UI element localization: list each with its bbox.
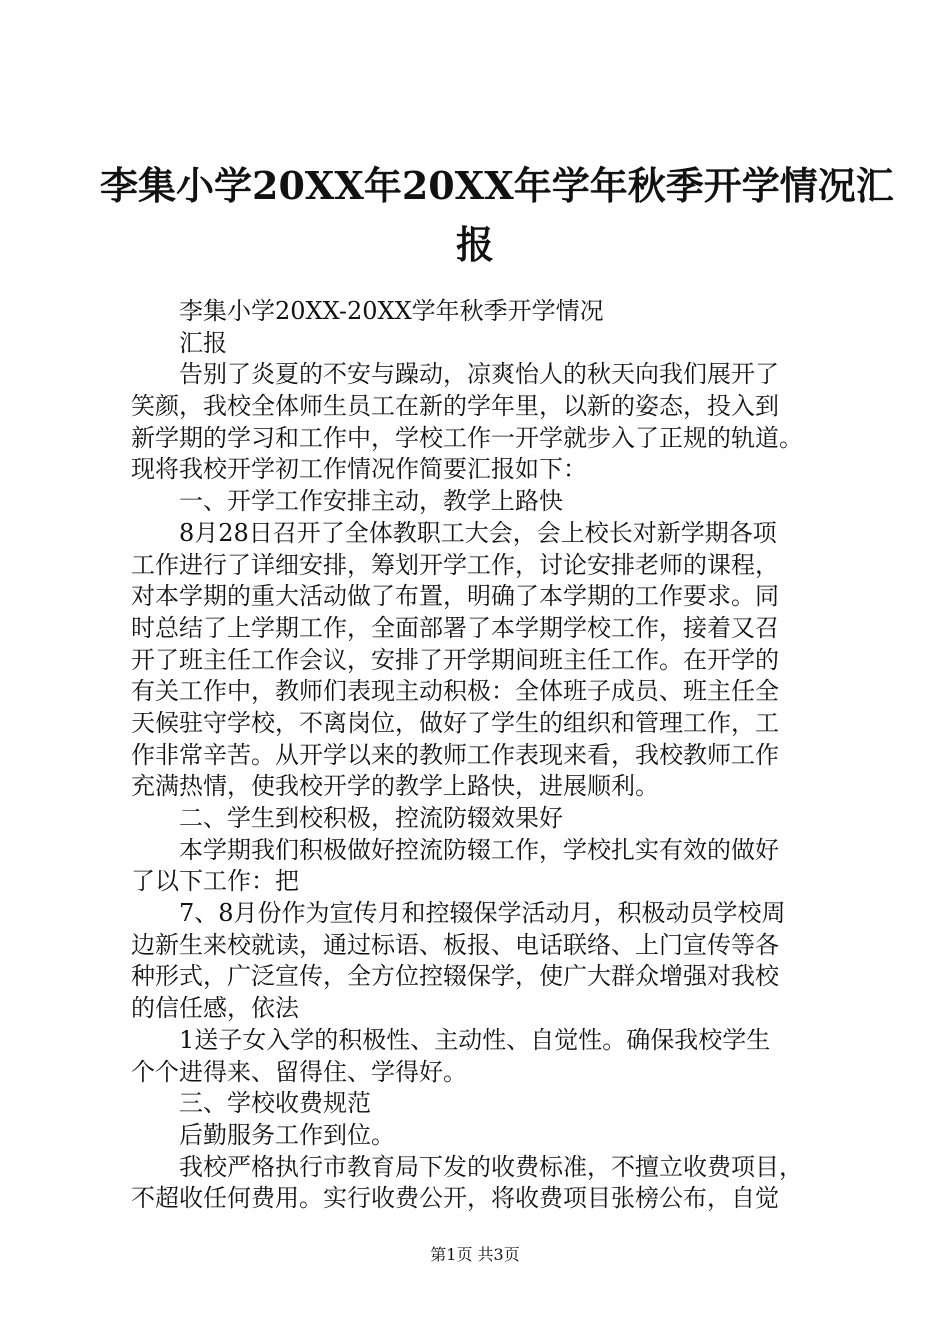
body-line: 现将我校开学初工作情况作简要汇报如下：	[131, 455, 587, 484]
body-line: 笑颜，我校全体师生员工在新的学年里，以新的姿态，投入到	[131, 392, 779, 421]
section-heading: 一、开学工作安排主动，教学上路快	[179, 487, 563, 516]
page-footer: 第1页 共3页	[430, 1245, 520, 1264]
body-line: 新学期的学习和工作中，学校工作一开学就步入了正规的轨道。	[131, 423, 803, 452]
body-line: 1送子女入学的积极性、主动性、自觉性。确保我校学生	[179, 1025, 771, 1054]
document-title-line-1: 李集小学20XX年20XX年学年秋季开学情况汇	[100, 163, 894, 208]
body-line: 不超收任何费用。实行收费公开，将收费项目张榜公布，自觉	[131, 1184, 779, 1213]
body-line: 7、8月份作为宣传月和控辍保学活动月，积极动员学校周	[179, 899, 786, 928]
body-line: 个个进得来、留得住、学得好。	[131, 1057, 467, 1086]
section-heading: 二、学生到校积极，控流防辍效果好	[179, 804, 563, 832]
body-line: 8月28日召开了全体教职工大会，会上校长对新学期各项	[179, 518, 777, 547]
body-line: 有关工作中，教师们表现主动积极：全体班子成员、班主任全	[131, 677, 779, 706]
body-line: 种形式，广泛宣传，全方位控辍保学，使广大群众增强对我校	[131, 962, 779, 991]
document-body	[131, 296, 835, 1215]
body-line: 本学期我们积极做好控流防辍工作，学校扎实有效的做好	[179, 835, 779, 864]
body-line: 时总结了上学期工作，全面部署了本学期学校工作，接着又召	[131, 613, 779, 642]
body-line: 了以下工作：把	[131, 867, 299, 896]
body-line: 告别了炎夏的不安与躁动，凉爽怡人的秋天向我们展开了	[179, 360, 779, 389]
body-line: 工作进行了详细安排，筹划开学工作，讨论安排老师的课程，	[131, 550, 779, 579]
body-line: 作非常辛苦。从开学以来的教师工作表现来看，我校教师工作	[131, 740, 779, 769]
section-heading: 三、学校收费规范	[179, 1089, 371, 1118]
body-line: 的信任感，依法	[131, 994, 299, 1023]
body-line: 后勤服务工作到位。	[179, 1120, 395, 1149]
body-line: 开了班主任工作会议，安排了开学期间班主任工作。在开学的	[131, 645, 779, 674]
body-line: 天候驻守学校，不离岗位，做好了学生的组织和管理工作，工	[131, 708, 779, 737]
body-line: 边新生来校就读，通过标语、板报、电话联络、上门宣传等各	[131, 930, 779, 959]
body-line: 汇报	[179, 328, 227, 357]
body-line: 对本学期的重大活动做了布置，明确了本学期的工作要求。同	[131, 582, 779, 611]
document-title-line-2: 报	[455, 222, 494, 267]
body-line: 我校严格执行市教育局下发的收费标准，不擅立收费项目，	[179, 1152, 803, 1181]
body-line: 充满热情，使我校开学的教学上路快，进展顺利。	[131, 772, 659, 801]
body-line: 李集小学20XX-20XX学年秋季开学情况	[179, 297, 604, 325]
